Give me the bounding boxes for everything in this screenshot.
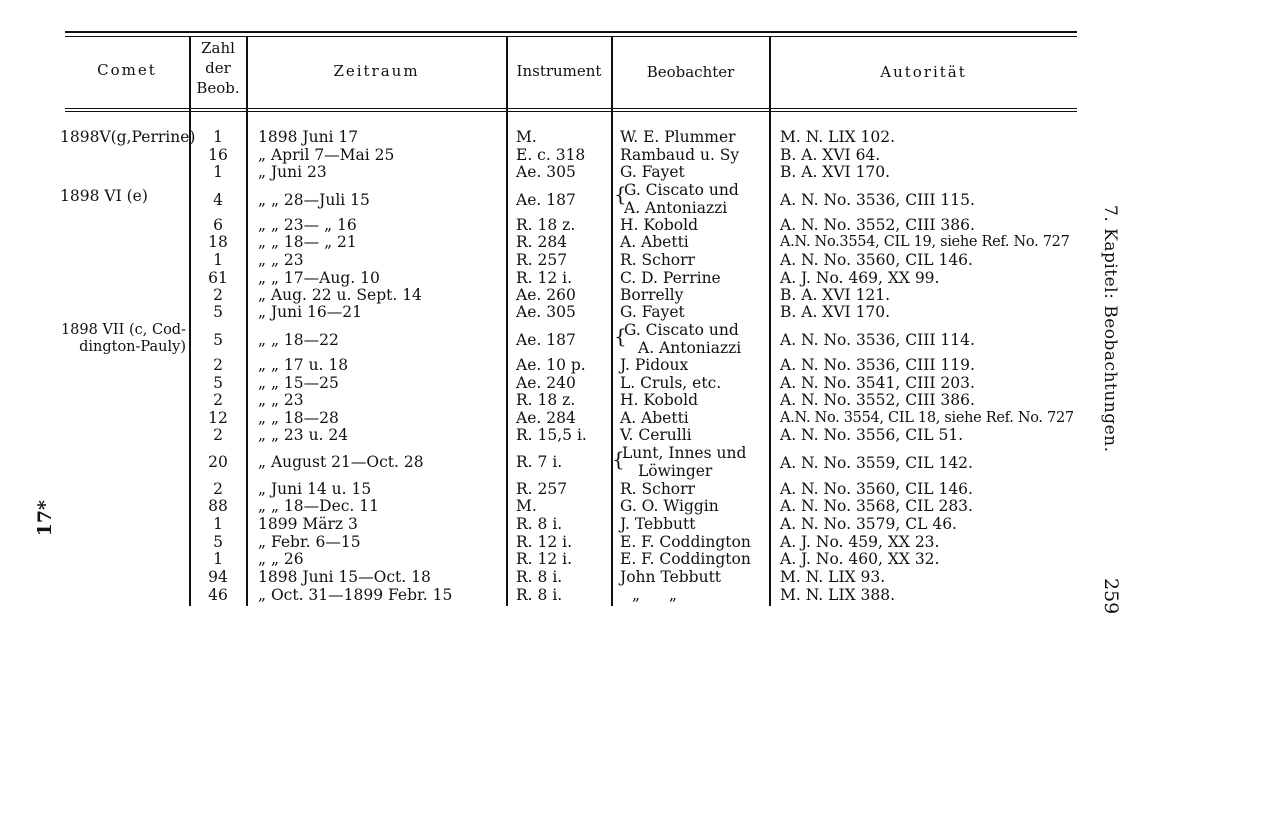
cell-zeitraum: 1899 März 3 <box>258 515 358 533</box>
header-autoritaet: Autorität <box>880 63 967 81</box>
cell-beobachter-line2: A. Antoniazzi <box>624 199 728 217</box>
cell-zeitraum: „ „ 17 u. 18 <box>258 356 349 374</box>
cell-zeitraum: „ August 21—Oct. 28 <box>258 453 424 471</box>
cell-beobachter: R. Schorr <box>620 251 695 269</box>
signature-mark: 17* <box>34 500 56 537</box>
cell-zeitraum: „ „ 18—22 <box>258 331 339 349</box>
cell-count: 1 <box>213 550 223 568</box>
cell-zeitraum: „ „ 18—Dec. 11 <box>258 497 379 515</box>
header-comet: Comet <box>97 61 157 79</box>
cell-autoritaet: A. N. No. 3559, CIL 142. <box>780 454 973 472</box>
cell-count: 1 <box>213 163 223 181</box>
cell-beobachter: Borrelly <box>620 286 684 304</box>
cell-count: 2 <box>213 356 223 374</box>
table-row <box>0 287 1100 304</box>
cell-beobachter: A. Abetti <box>620 409 689 427</box>
cell-beobachter: A. Abetti <box>620 233 689 251</box>
cell-autoritaet: A.N. No. 3554, CIL 18, siehe Ref. No. 727 <box>780 410 1074 426</box>
cell-count: 5 <box>213 533 223 551</box>
cell-instrument: R. 284 <box>516 233 568 251</box>
cell-zeitraum: „ „ 18—28 <box>258 409 339 427</box>
cell-count: 1 <box>213 128 223 146</box>
cell-autoritaet: A. N. No. 3556, CIL 51. <box>780 426 964 444</box>
cell-count: 46 <box>208 586 228 604</box>
cell-autoritaet: A. N. No. 3536, CIII 119. <box>780 356 975 374</box>
cell-instrument: Ae. 187 <box>516 191 576 209</box>
cell-instrument: Ae. 260 <box>516 286 576 304</box>
cell-autoritaet: M. N. LIX 93. <box>780 568 886 586</box>
cell-beobachter: Rambaud u. Sy <box>620 146 740 164</box>
table-row <box>0 427 1100 444</box>
cell-zeitraum: „ Juni 16—21 <box>258 303 362 321</box>
cell-zeitraum: „ „ 26 <box>258 550 304 568</box>
cell-instrument: M. <box>516 497 537 515</box>
cell-autoritaet: A. J. No. 460, XX 32. <box>780 550 940 568</box>
page-number: 259 <box>1100 578 1122 615</box>
cell-autoritaet: A. N. No. 3552, CIII 386. <box>780 216 975 234</box>
cell-autoritaet: A. N. No. 3536, CIII 114. <box>780 331 975 349</box>
cell-beobachter-line1: Lunt, Innes und <box>622 444 747 462</box>
cell-beobachter: V. Cerulli <box>620 426 692 444</box>
cell-beobachter: W. E. Plummer <box>620 128 736 146</box>
cell-instrument: R. 257 <box>516 251 568 269</box>
cell-count: 1 <box>213 251 223 269</box>
cell-beobachter: G. Fayet <box>620 303 685 321</box>
cell-zeitraum: „ Juni 23 <box>258 163 327 181</box>
cell-beobachter: E. F. Coddington <box>620 550 751 568</box>
cell-count: 20 <box>208 453 228 471</box>
cell-autoritaet: A. N. No. 3568, CIL 283. <box>780 497 973 515</box>
cell-zeitraum: „ Oct. 31—1899 Febr. 15 <box>258 586 453 604</box>
cell-autoritaet: M. N. LIX 388. <box>780 586 896 604</box>
cell-instrument: R. 12 i. <box>516 550 573 568</box>
table-row <box>0 375 1100 392</box>
header-zahl-line3: Beob. <box>196 79 240 97</box>
cell-zeitraum: „ „ 17—Aug. 10 <box>258 269 380 287</box>
cell-zeitraum: „ Febr. 6—15 <box>258 533 361 551</box>
cell-zeitraum: „ „ 28—Juli 15 <box>258 191 370 209</box>
cell-beobachter: E. F. Coddington <box>620 533 751 551</box>
cell-beobachter: L. Cruls, etc. <box>620 374 722 392</box>
cell-instrument: R. 18 z. <box>516 216 576 234</box>
table-row <box>0 304 1100 321</box>
cell-instrument: R. 257 <box>516 480 568 498</box>
cell-count: 2 <box>213 480 223 498</box>
cell-instrument: R. 12 i. <box>516 269 573 287</box>
cell-count: 88 <box>208 497 228 515</box>
running-head: 7. Kapitel: Beobachtungen. <box>1100 205 1120 453</box>
header-zahl-line2: der <box>205 59 231 77</box>
cell-autoritaet: A.N. No.3554, CIL 19, siehe Ref. No. 727 <box>780 234 1070 250</box>
table-row <box>0 392 1100 409</box>
cell-instrument: Ae. 305 <box>516 303 576 321</box>
cell-autoritaet: A. N. No. 3560, CIL 146. <box>780 251 973 269</box>
cell-count: 16 <box>208 146 228 164</box>
cell-comet: 1898 VI (e) <box>60 187 148 205</box>
cell-instrument: Ae. 187 <box>516 331 576 349</box>
cell-count: 61 <box>208 269 228 287</box>
cell-beobachter: „ „ <box>632 586 689 604</box>
table-row <box>0 551 1100 568</box>
table-row <box>0 182 1100 216</box>
header-instrument: Instrument <box>516 62 602 80</box>
cell-zeitraum: „ „ 23 <box>258 251 304 269</box>
table-row <box>0 410 1100 427</box>
table-row <box>0 569 1100 586</box>
cell-count: 94 <box>208 568 228 586</box>
table-row <box>0 147 1100 164</box>
header-zeitraum: Zeitraum <box>333 62 420 80</box>
brace-icon: { <box>612 447 625 471</box>
cell-instrument: E. c. 318 <box>516 146 586 164</box>
table-row <box>0 270 1100 287</box>
cell-autoritaet: A. N. No. 3560, CIL 146. <box>780 480 973 498</box>
cell-instrument: R. 8 i. <box>516 568 563 586</box>
cell-zeitraum: „ April 7—Mai 25 <box>258 146 395 164</box>
cell-beobachter: J. Tebbutt <box>620 515 696 533</box>
cell-instrument: Ae. 10 p. <box>516 356 586 374</box>
table-row <box>0 481 1100 498</box>
cell-count: 1 <box>213 515 223 533</box>
table-row <box>0 252 1100 269</box>
cell-count: 2 <box>213 391 223 409</box>
table-row <box>0 516 1100 533</box>
cell-beobachter: G. O. Wiggin <box>620 497 719 515</box>
cell-count: 5 <box>213 374 223 392</box>
cell-beobachter: R. Schorr <box>620 480 695 498</box>
cell-count: 6 <box>213 216 223 234</box>
cell-instrument: Ae. 284 <box>516 409 576 427</box>
cell-autoritaet: B. A. XVI 170. <box>780 303 891 321</box>
cell-autoritaet: B. A. XVI 64. <box>780 146 881 164</box>
cell-zeitraum: „ „ 23 <box>258 391 304 409</box>
cell-autoritaet: A. J. No. 459, XX 23. <box>780 533 940 551</box>
cell-autoritaet: A. N. No. 3536, CIII 115. <box>780 191 975 209</box>
cell-comet-line2: dington-Pauly) <box>79 339 186 355</box>
cell-autoritaet: M. N. LIX 102. <box>780 128 896 146</box>
table-row <box>0 587 1100 604</box>
cell-count: 4 <box>213 191 223 209</box>
brace-icon: { <box>614 182 627 206</box>
cell-zeitraum: „ „ 15—25 <box>258 374 339 392</box>
cell-beobachter: C. D. Perrine <box>620 269 721 287</box>
cell-zeitraum: „ Juni 14 u. 15 <box>258 480 372 498</box>
cell-beobachter-line2: Löwinger <box>638 462 713 480</box>
brace-icon: { <box>614 324 627 348</box>
cell-instrument: R. 12 i. <box>516 533 573 551</box>
cell-count: 2 <box>213 426 223 444</box>
cell-beobachter: H. Kobold <box>620 216 698 234</box>
cell-autoritaet: A. N. No. 3541, CIII 203. <box>780 374 975 392</box>
table-row <box>0 357 1100 374</box>
cell-beobachter-line1: G. Ciscato und <box>624 321 739 339</box>
cell-zeitraum: „ „ 23— „ 16 <box>258 216 357 234</box>
cell-instrument: Ae. 305 <box>516 163 576 181</box>
cell-instrument: R. 15,5 i. <box>516 426 587 444</box>
cell-beobachter-line2: A. Antoniazzi <box>638 339 742 357</box>
table-row <box>0 322 1100 358</box>
cell-instrument: Ae. 240 <box>516 374 576 392</box>
cell-beobachter: H. Kobold <box>620 391 698 409</box>
cell-count: 18 <box>208 233 228 251</box>
cell-beobachter: J. Pidoux <box>620 356 689 374</box>
table-row <box>0 234 1100 251</box>
cell-autoritaet: A. J. No. 469, XX 99. <box>780 269 940 287</box>
cell-beobachter: G. Fayet <box>620 163 685 181</box>
header-beobachter: Beobachter <box>646 63 735 81</box>
cell-instrument: R. 18 z. <box>516 391 576 409</box>
cell-zeitraum: 1898 Juni 15—Oct. 18 <box>258 568 431 586</box>
cell-autoritaet: B. A. XVI 121. <box>780 286 891 304</box>
cell-autoritaet: A. N. No. 3579, CL 46. <box>780 515 957 533</box>
cell-comet: 1898V(g,Perrine) <box>60 128 196 146</box>
cell-count: 5 <box>213 303 223 321</box>
cell-instrument: R. 8 i. <box>516 515 563 533</box>
cell-zeitraum: 1898 Juni 17 <box>258 128 359 146</box>
cell-zeitraum: „ „ 23 u. 24 <box>258 426 349 444</box>
cell-count: 5 <box>213 331 223 349</box>
cell-instrument: M. <box>516 128 537 146</box>
cell-count: 12 <box>208 409 228 427</box>
cell-count: 2 <box>213 286 223 304</box>
table-row <box>0 445 1100 481</box>
table-row <box>0 217 1100 234</box>
cell-instrument: R. 7 i. <box>516 453 563 471</box>
cell-comet-line1: 1898 VII (c, Cod- <box>60 322 186 338</box>
header-zahl-line1: Zahl <box>201 39 235 57</box>
cell-autoritaet: B. A. XVI 170. <box>780 163 891 181</box>
cell-zeitraum: „ „ 18— „ 21 <box>258 233 357 251</box>
table-row <box>0 534 1100 551</box>
cell-instrument: R. 8 i. <box>516 586 563 604</box>
cell-beobachter: John Tebbutt <box>620 568 722 586</box>
table-row <box>0 164 1100 181</box>
table-row <box>0 498 1100 515</box>
cell-zeitraum: „ Aug. 22 u. Sept. 14 <box>258 286 422 304</box>
cell-autoritaet: A. N. No. 3552, CIII 386. <box>780 391 975 409</box>
cell-beobachter-line1: G. Ciscato und <box>624 181 739 199</box>
table-row <box>0 129 1100 146</box>
